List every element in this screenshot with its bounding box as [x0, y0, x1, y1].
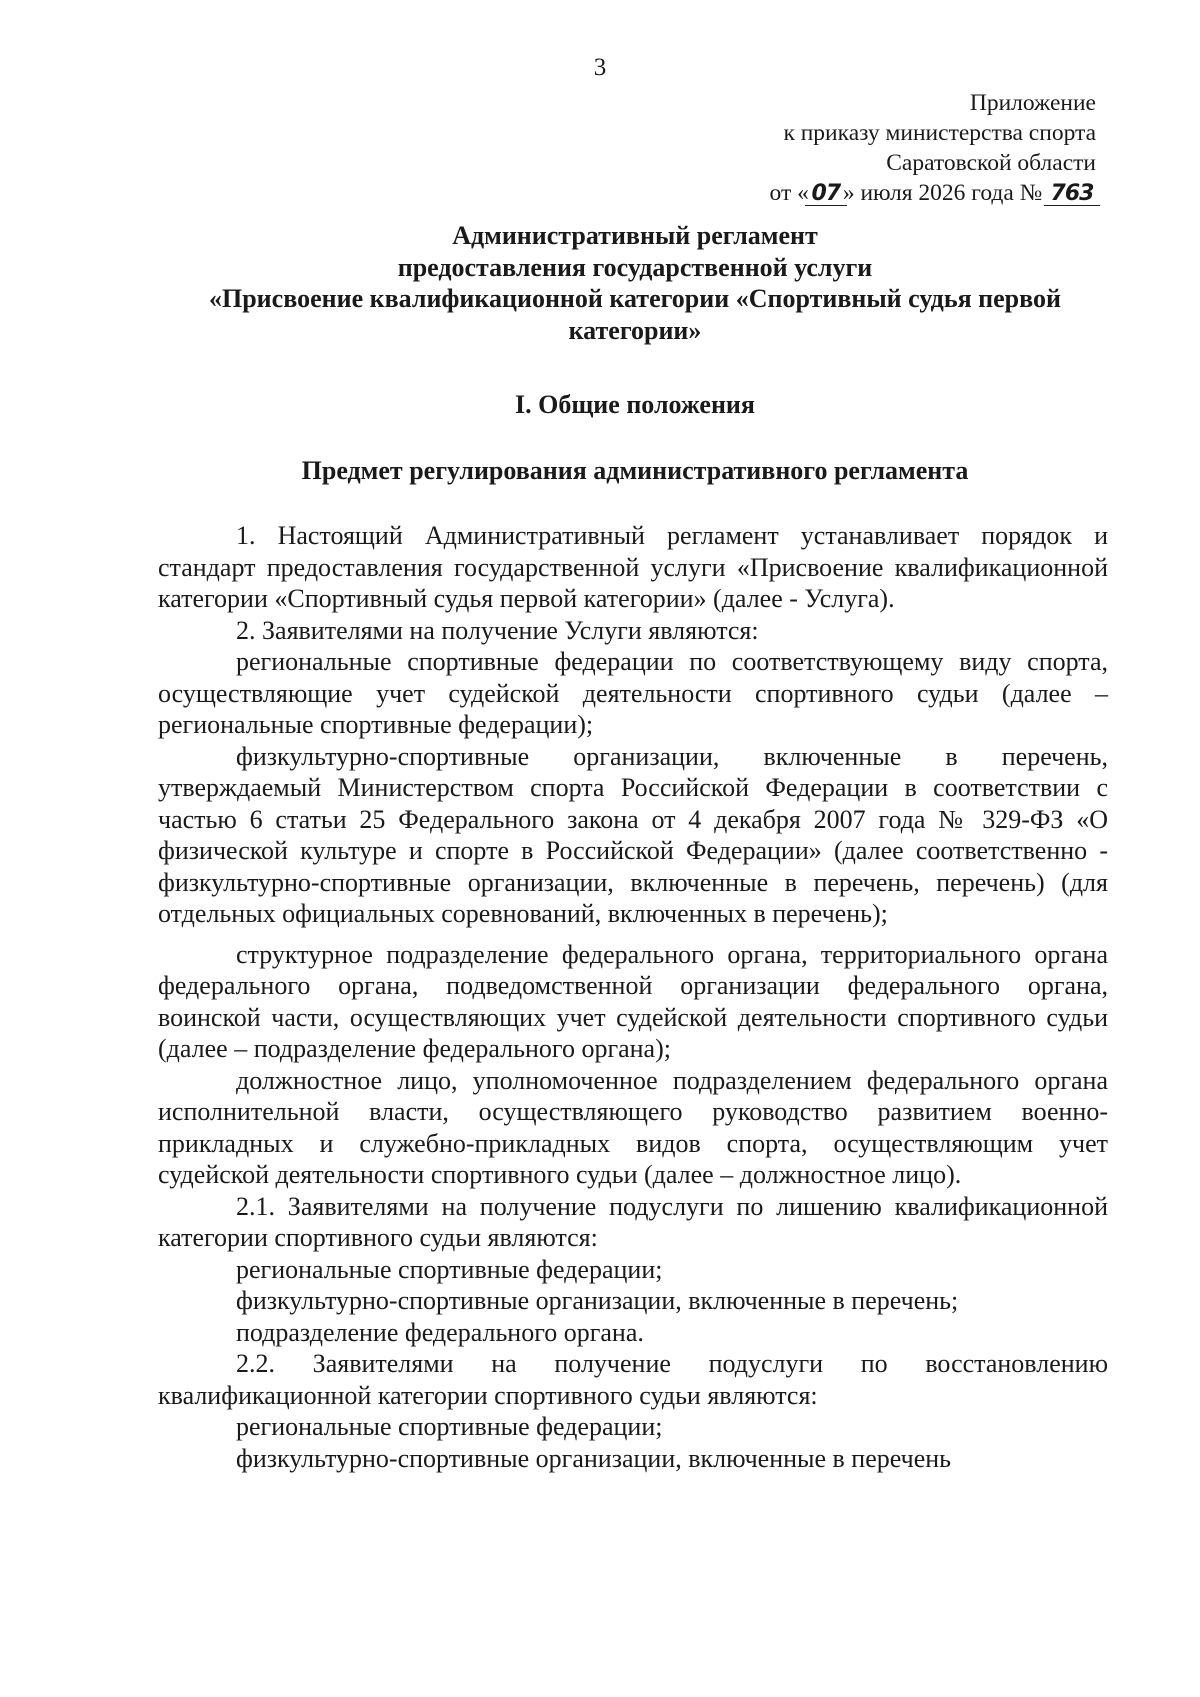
paragraph: структурное подразделение федерального органа, территориального органа федерального органа, подведомственной организации федерального органа, воинской части, осуществляющих учет судейской деятельности спортивного судьи (далее – подразделение федерального органа); — [158, 939, 1108, 1063]
document-title — [150, 220, 1120, 346]
paragraph: физкультурно-спортивные организации, включенные в перечень; — [236, 1286, 959, 1315]
title-line: Административный регламент — [452, 221, 818, 250]
annex-line: Саратовской области — [886, 150, 1096, 176]
annex-line: Приложение — [969, 90, 1096, 116]
paragraph: физкультурно-спортивные организации, включенные в перечень, утверждаемый Министерством спорта Российской Федерации в соответствии с частью 6 статьи 25 Федерального закона от 4 декабря 2007 года № 329-ФЗ «О физической культуре и спорте в Российской Федерации» (далее соответственно - физкультурно-спортивные организации, включенные в перечень, перечень) (для отдельных официальных соревнований, включенных в перечень); — [158, 741, 1108, 928]
annex-line: к приказу министерства спорта — [783, 120, 1096, 146]
section-heading: I. Общие положения — [515, 390, 755, 419]
paragraph: 2. Заявителями на получение Услуги являются: — [236, 615, 759, 645]
title-line: «Присвоение квалификационной категории «Спортивный судья первой — [209, 284, 1061, 313]
page-number: 3 — [593, 54, 607, 81]
paragraph: 2.1. Заявителями на получение подуслуги по лишению квалификационной категории спортивного судьи являются: — [158, 1191, 1108, 1252]
paragraph: 1. Настоящий Административный регламент устанавливает порядок и стандарт предоставления государственной услуги «Присвоение квалификационной категории «Спортивный судья первой категории» (далее - Услуга). — [158, 521, 1108, 613]
paragraph: региональные спортивные федерации; — [236, 1412, 663, 1441]
annex-block — [770, 88, 1097, 209]
date-middle: » июля 2026 года № — [842, 180, 1043, 206]
paragraph: подразделение федерального органа. — [236, 1317, 644, 1347]
title-line: категории» — [568, 315, 702, 345]
paragraph: 2.2. Заявителями на получение подуслуги по восстановлению квалификационной категории спортивного судьи являются: — [158, 1349, 1108, 1410]
title-line: предоставления государственной услуги — [397, 252, 873, 282]
annex-date-line — [770, 178, 1097, 209]
handwritten-order-number: 763 — [1048, 179, 1096, 209]
handwritten-day: 07 — [809, 179, 843, 209]
body-text — [158, 520, 1108, 1474]
paragraph: региональные спортивные федерации; — [236, 1254, 663, 1284]
subsection-heading: Предмет регулирования административного регламента — [301, 456, 969, 485]
paragraph: должностное лицо, уполномоченное подразделением федерального органа исполнительной власти, осуществляющего руководство развитием военно-прикладных и служебно-прикладных видов спорта, осуществляющим учет судейской деятельности спортивного судьи (далее – должностное лицо). — [158, 1065, 1108, 1189]
date-prefix: от « — [769, 180, 809, 206]
paragraph: физкультурно-спортивные организации, включенные в перечень — [236, 1443, 952, 1473]
paragraph: региональные спортивные федерации по соответствующему виду спорта, осуществляющие учет судейской деятельности спортивного судьи (далее – региональные спортивные федерации); — [158, 647, 1108, 739]
